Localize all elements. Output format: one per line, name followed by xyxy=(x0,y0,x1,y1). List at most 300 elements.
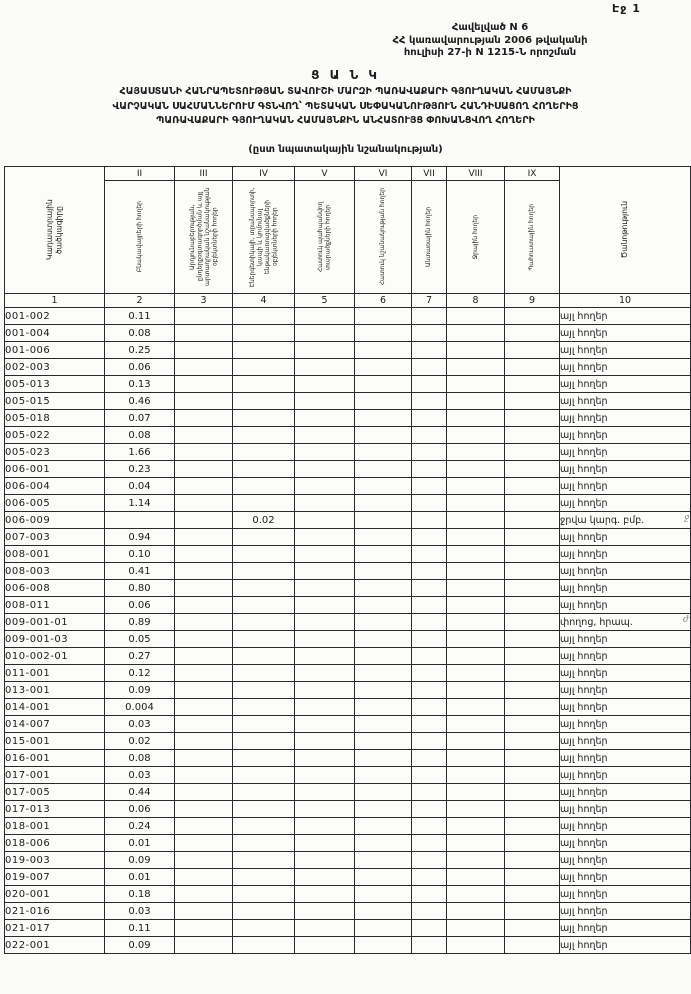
area-value-cell xyxy=(412,852,447,869)
cadastral-code-cell: 005-022 xyxy=(5,427,105,444)
area-value-cell: 0.24 xyxy=(105,818,175,835)
area-value-cell xyxy=(175,478,233,495)
roman-numeral: IV xyxy=(233,167,295,181)
note-cell: այլ հողեր xyxy=(560,716,691,733)
area-value-cell xyxy=(295,733,355,750)
area-value-cell: 0.03 xyxy=(105,767,175,784)
area-value-cell xyxy=(175,886,233,903)
area-value-cell xyxy=(505,393,560,410)
note-cell: այլ հողեր xyxy=(560,818,691,835)
note-cell: այլ հողեր xyxy=(560,733,691,750)
area-value-cell xyxy=(233,597,295,614)
area-value-cell: 0.01 xyxy=(105,835,175,852)
cadastral-code-cell: 017-013 xyxy=(5,801,105,818)
table-row xyxy=(5,665,691,682)
area-value-cell xyxy=(295,444,355,461)
note-cell: այլ հողեր xyxy=(560,665,691,682)
area-value-cell xyxy=(447,750,505,767)
note-cell: այլ հողեր xyxy=(560,767,691,784)
cadastral-code-cell: 001-002 xyxy=(5,308,105,325)
area-value-cell xyxy=(505,597,560,614)
column-number: 10 xyxy=(560,294,691,308)
area-value-cell xyxy=(295,903,355,920)
area-value-cell xyxy=(505,801,560,818)
area-value-cell xyxy=(447,580,505,597)
table-row xyxy=(5,903,691,920)
area-value-cell xyxy=(175,444,233,461)
area-value-cell xyxy=(233,784,295,801)
area-value-cell xyxy=(412,699,447,716)
area-value-cell xyxy=(412,444,447,461)
area-value-cell xyxy=(355,308,412,325)
note-cell: այլ հողեր xyxy=(560,444,691,461)
area-value-cell xyxy=(447,410,505,427)
area-value-cell xyxy=(233,308,295,325)
area-value-cell xyxy=(412,665,447,682)
area-value-cell xyxy=(175,461,233,478)
document-subtitle-block xyxy=(0,85,691,129)
area-value-cell xyxy=(412,682,447,699)
note-cell: այլ հողեր xyxy=(560,937,691,954)
table-row xyxy=(5,631,691,648)
area-value-cell xyxy=(412,563,447,580)
cadastral-code-cell: 008-003 xyxy=(5,563,105,580)
area-value-cell xyxy=(447,495,505,512)
table-row xyxy=(5,563,691,580)
area-value-cell xyxy=(447,869,505,886)
cadastral-code-cell: 005-023 xyxy=(5,444,105,461)
column-number: 3 xyxy=(175,294,233,308)
area-value-cell xyxy=(295,818,355,835)
area-value-cell: 0.11 xyxy=(105,308,175,325)
area-value-cell xyxy=(295,393,355,410)
cadastral-code-cell: 006-008 xyxy=(5,580,105,597)
table-row xyxy=(5,325,691,342)
area-value-cell xyxy=(295,699,355,716)
area-value-cell xyxy=(447,716,505,733)
area-value-cell xyxy=(412,767,447,784)
area-value-cell xyxy=(412,750,447,767)
area-value-cell xyxy=(412,580,447,597)
table-row xyxy=(5,495,691,512)
area-value-cell xyxy=(412,886,447,903)
area-value-cell xyxy=(412,784,447,801)
area-value-cell xyxy=(355,563,412,580)
cadastral-code-cell: 021-016 xyxy=(5,903,105,920)
note-cell: այլ հողեր xyxy=(560,784,691,801)
appendix-block xyxy=(300,22,680,60)
note-cell: այլ հողեր xyxy=(560,427,691,444)
cadastral-code-cell: 011-001 xyxy=(5,665,105,682)
area-value-cell xyxy=(505,750,560,767)
note-cell: ջրվա կարգ. բմբ. ջ xyxy=(560,512,691,529)
table-row xyxy=(5,767,691,784)
note-cell: այլ հողեր xyxy=(560,886,691,903)
cadastral-code-cell: 007-003 xyxy=(5,529,105,546)
table-row xyxy=(5,818,691,835)
area-value-cell xyxy=(505,478,560,495)
area-value-cell xyxy=(355,461,412,478)
area-value-cell xyxy=(233,614,295,631)
area-value-cell xyxy=(295,886,355,903)
column-header-label: Բնակավայրերի հողեր xyxy=(135,201,143,273)
area-value-cell xyxy=(505,920,560,937)
area-value-cell xyxy=(412,393,447,410)
handwritten-margin-mark: ժ xyxy=(682,615,689,625)
area-value-cell xyxy=(505,699,560,716)
subtitle-line: ՀԱՅԱՍՏԱՆԻ ՀԱՆՐԱՊԵՏՈՒԹՅԱՆ ՏԱՎՈՒՇԻ ՄԱՐԶԻ ՊԱՌԱՎԱՔԱՐԻ ԳՅՈՒՂԱԿԱՆ ՀԱՄԱՅՆՔԻ xyxy=(119,86,572,97)
area-value-cell xyxy=(105,512,175,529)
area-value-cell xyxy=(447,325,505,342)
area-value-cell: 0.07 xyxy=(105,410,175,427)
area-value-cell xyxy=(355,733,412,750)
column-header-cadastral-code xyxy=(5,167,105,294)
table-row xyxy=(5,529,691,546)
cadastral-code-cell: 008-001 xyxy=(5,546,105,563)
area-value-cell xyxy=(233,920,295,937)
area-value-cell xyxy=(233,393,295,410)
cadastral-code-cell: 022-001 xyxy=(5,937,105,954)
area-value-cell xyxy=(355,852,412,869)
area-value-cell xyxy=(175,801,233,818)
area-value-cell: 0.25 xyxy=(105,342,175,359)
roman-numeral: VI xyxy=(355,167,412,181)
area-value-cell xyxy=(295,529,355,546)
area-value-cell xyxy=(295,461,355,478)
area-value-cell xyxy=(412,359,447,376)
column-header-label: Ծանոթություն xyxy=(620,201,630,259)
note-cell: այլ հողեր xyxy=(560,869,691,886)
area-value-cell: 0.18 xyxy=(105,886,175,903)
area-value-cell xyxy=(355,784,412,801)
area-value-cell xyxy=(505,886,560,903)
area-value-cell xyxy=(233,648,295,665)
area-value-cell xyxy=(233,767,295,784)
column-header-water-lands xyxy=(447,181,505,294)
area-value-cell xyxy=(355,393,412,410)
note-cell: այլ հողեր xyxy=(560,529,691,546)
area-value-cell xyxy=(412,920,447,937)
table-row xyxy=(5,444,691,461)
area-value-cell xyxy=(175,767,233,784)
area-value-cell xyxy=(505,869,560,886)
area-value-cell xyxy=(505,427,560,444)
document-title: Ց Ա Ն Կ xyxy=(311,68,380,82)
area-value-cell xyxy=(355,529,412,546)
area-value-cell xyxy=(233,325,295,342)
area-value-cell xyxy=(447,682,505,699)
table-row xyxy=(5,733,691,750)
area-value-cell xyxy=(175,410,233,427)
area-value-cell: 0.11 xyxy=(105,920,175,937)
area-value-cell xyxy=(355,920,412,937)
area-value-cell xyxy=(233,869,295,886)
note-cell: այլ հողեր xyxy=(560,325,691,342)
area-value-cell xyxy=(175,750,233,767)
area-value-cell xyxy=(233,563,295,580)
area-value-cell xyxy=(505,342,560,359)
area-value-cell xyxy=(412,716,447,733)
area-value-cell xyxy=(412,801,447,818)
column-number: 5 xyxy=(295,294,355,308)
column-header-forest-lands xyxy=(412,181,447,294)
area-value-cell xyxy=(233,886,295,903)
note-cell: այլ հողեր xyxy=(560,903,691,920)
area-value-cell xyxy=(175,903,233,920)
area-value-cell xyxy=(233,716,295,733)
note-cell: այլ հողեր xyxy=(560,376,691,393)
area-value-cell: 0.41 xyxy=(105,563,175,580)
area-value-cell xyxy=(295,665,355,682)
cadastral-code-cell: 006-004 xyxy=(5,478,105,495)
note-cell: այլ հողեր xyxy=(560,835,691,852)
area-value-cell: 0.44 xyxy=(105,784,175,801)
area-value-cell xyxy=(295,631,355,648)
area-value-cell xyxy=(412,614,447,631)
note-cell: այլ հողեր xyxy=(560,410,691,427)
cadastral-code-cell: 009-001-01 xyxy=(5,614,105,631)
area-value-cell xyxy=(295,784,355,801)
area-value-cell xyxy=(355,682,412,699)
area-value-cell xyxy=(355,614,412,631)
area-value-cell: 0.46 xyxy=(105,393,175,410)
area-value-cell xyxy=(175,835,233,852)
area-value-cell xyxy=(447,376,505,393)
column-header-label: Ջրային հողեր xyxy=(471,214,479,260)
area-value-cell xyxy=(355,478,412,495)
area-value-cell xyxy=(505,818,560,835)
column-number-row xyxy=(5,294,691,308)
roman-numeral: III xyxy=(175,167,233,181)
area-value-cell xyxy=(447,478,505,495)
area-value-cell xyxy=(175,376,233,393)
area-value-cell xyxy=(447,818,505,835)
area-value-cell xyxy=(447,733,505,750)
roman-numeral: V xyxy=(295,167,355,181)
area-value-cell xyxy=(505,512,560,529)
area-value-cell xyxy=(233,801,295,818)
area-value-cell: 0.08 xyxy=(105,427,175,444)
cadastral-code-cell: 006-001 xyxy=(5,461,105,478)
area-value-cell xyxy=(295,410,355,427)
area-value-cell xyxy=(295,478,355,495)
area-value-cell xyxy=(175,580,233,597)
table-body xyxy=(5,308,691,954)
note-cell: այլ հողեր xyxy=(560,359,691,376)
area-value-cell: 0.02 xyxy=(233,512,295,529)
area-value-cell xyxy=(175,733,233,750)
area-value-cell xyxy=(447,801,505,818)
area-value-cell: 0.06 xyxy=(105,597,175,614)
area-value-cell xyxy=(505,852,560,869)
area-value-cell xyxy=(355,937,412,954)
area-value-cell xyxy=(447,886,505,903)
subtitle-note: (ըստ նպատակային նշանակության) xyxy=(248,144,443,155)
area-value-cell xyxy=(447,903,505,920)
area-value-cell xyxy=(412,478,447,495)
area-value-cell xyxy=(355,512,412,529)
cadastral-code-cell: 010-002-01 xyxy=(5,648,105,665)
area-value-cell xyxy=(412,937,447,954)
area-value-cell xyxy=(175,937,233,954)
area-value-cell xyxy=(505,631,560,648)
roman-numeral: IX xyxy=(505,167,560,181)
note-cell: այլ հողեր xyxy=(560,631,691,648)
note-cell: այլ հողեր xyxy=(560,920,691,937)
area-value-cell xyxy=(295,597,355,614)
cadastral-code-cell: 008-011 xyxy=(5,597,105,614)
area-value-cell xyxy=(355,376,412,393)
area-value-cell xyxy=(447,546,505,563)
table-row xyxy=(5,699,691,716)
area-value-cell xyxy=(412,427,447,444)
area-value-cell xyxy=(233,410,295,427)
area-value-cell xyxy=(295,750,355,767)
table-row xyxy=(5,716,691,733)
area-value-cell xyxy=(295,563,355,580)
table-row xyxy=(5,410,691,427)
appendix-line: հուլիսի 27-ի N 1215-Ն որոշման xyxy=(403,47,577,58)
area-value-cell: 0.12 xyxy=(105,665,175,682)
area-value-cell xyxy=(295,546,355,563)
area-value-cell: 0.02 xyxy=(105,733,175,750)
area-value-cell xyxy=(233,733,295,750)
area-value-cell xyxy=(505,733,560,750)
table-row xyxy=(5,478,691,495)
area-value-cell: 0.06 xyxy=(105,359,175,376)
area-value-cell xyxy=(233,835,295,852)
area-value-cell: 0.94 xyxy=(105,529,175,546)
page-number-label: Էջ 1 xyxy=(612,2,641,15)
area-value-cell xyxy=(447,648,505,665)
area-value-cell xyxy=(295,376,355,393)
cadastral-code-cell: 018-006 xyxy=(5,835,105,852)
area-value-cell xyxy=(233,665,295,682)
area-value-cell xyxy=(355,886,412,903)
area-value-cell xyxy=(175,631,233,648)
area-value-cell xyxy=(412,325,447,342)
area-value-cell: 0.27 xyxy=(105,648,175,665)
column-number: 8 xyxy=(447,294,505,308)
handwritten-margin-mark: ջ xyxy=(683,513,689,523)
area-value-cell xyxy=(412,648,447,665)
cadastral-code-cell: 001-004 xyxy=(5,325,105,342)
area-value-cell xyxy=(447,342,505,359)
cadastral-code-cell: 017-001 xyxy=(5,767,105,784)
area-value-cell xyxy=(412,818,447,835)
column-number: 4 xyxy=(233,294,295,308)
area-value-cell xyxy=(175,784,233,801)
table-row xyxy=(5,852,691,869)
area-value-cell xyxy=(175,818,233,835)
area-value-cell: 0.01 xyxy=(105,869,175,886)
table-row xyxy=(5,580,691,597)
table-row xyxy=(5,750,691,767)
area-value-cell xyxy=(233,529,295,546)
table-row xyxy=(5,682,691,699)
area-value-cell xyxy=(175,614,233,631)
area-value-cell xyxy=(355,716,412,733)
area-value-cell xyxy=(233,682,295,699)
area-value-cell xyxy=(355,835,412,852)
area-value-cell xyxy=(505,495,560,512)
area-value-cell xyxy=(295,648,355,665)
cadastral-code-cell: 001-006 xyxy=(5,342,105,359)
area-value-cell xyxy=(295,835,355,852)
column-number: 1 xyxy=(5,294,105,308)
area-value-cell xyxy=(175,920,233,937)
area-value-cell xyxy=(175,597,233,614)
area-value-cell xyxy=(412,512,447,529)
table-row xyxy=(5,427,691,444)
column-number: 7 xyxy=(412,294,447,308)
area-value-cell: 0.08 xyxy=(105,325,175,342)
area-value-cell xyxy=(447,393,505,410)
column-header-label: Անտառային հողեր xyxy=(425,207,433,267)
area-value-cell: 0.10 xyxy=(105,546,175,563)
area-value-cell xyxy=(233,699,295,716)
area-value-cell xyxy=(505,325,560,342)
note-cell: այլ հողեր xyxy=(560,648,691,665)
note-cell: այլ հողեր xyxy=(560,461,691,478)
area-value-cell xyxy=(295,869,355,886)
area-value-cell xyxy=(233,546,295,563)
area-value-cell xyxy=(355,495,412,512)
area-value-cell xyxy=(505,580,560,597)
area-value-cell xyxy=(412,733,447,750)
column-header-notes xyxy=(560,167,691,294)
area-value-cell xyxy=(447,665,505,682)
area-value-cell xyxy=(233,376,295,393)
area-value-cell xyxy=(175,325,233,342)
area-value-cell xyxy=(355,801,412,818)
area-value-cell xyxy=(175,852,233,869)
area-value-cell xyxy=(412,342,447,359)
area-value-cell xyxy=(355,410,412,427)
area-value-cell xyxy=(447,852,505,869)
area-value-cell xyxy=(505,376,560,393)
table-row xyxy=(5,614,691,631)
area-value-cell xyxy=(233,495,295,512)
area-value-cell xyxy=(175,512,233,529)
area-value-cell xyxy=(295,427,355,444)
area-value-cell xyxy=(505,546,560,563)
area-value-cell xyxy=(295,342,355,359)
table-row xyxy=(5,920,691,937)
area-value-cell xyxy=(355,631,412,648)
note-cell: այլ հողեր xyxy=(560,597,691,614)
cadastral-code-cell: 014-007 xyxy=(5,716,105,733)
cadastral-code-cell: 018-001 xyxy=(5,818,105,835)
area-value-cell: 0.13 xyxy=(105,376,175,393)
note-cell: այլ հողեր xyxy=(560,478,691,495)
note-cell: այլ հողեր xyxy=(560,342,691,359)
table-row xyxy=(5,784,691,801)
area-value-cell xyxy=(412,308,447,325)
table-row xyxy=(5,648,691,665)
roman-numeral-row xyxy=(5,167,691,181)
note-cell: այլ հողեր xyxy=(560,393,691,410)
area-value-cell xyxy=(175,427,233,444)
cadastral-code-cell: 006-005 xyxy=(5,495,105,512)
cadastral-code-cell: 015-001 xyxy=(5,733,105,750)
cadastral-code-cell: 017-005 xyxy=(5,784,105,801)
area-value-cell xyxy=(175,682,233,699)
table-row xyxy=(5,512,691,529)
area-value-cell xyxy=(505,359,560,376)
area-value-cell xyxy=(505,682,560,699)
note-cell: այլ հողեր xyxy=(560,308,691,325)
